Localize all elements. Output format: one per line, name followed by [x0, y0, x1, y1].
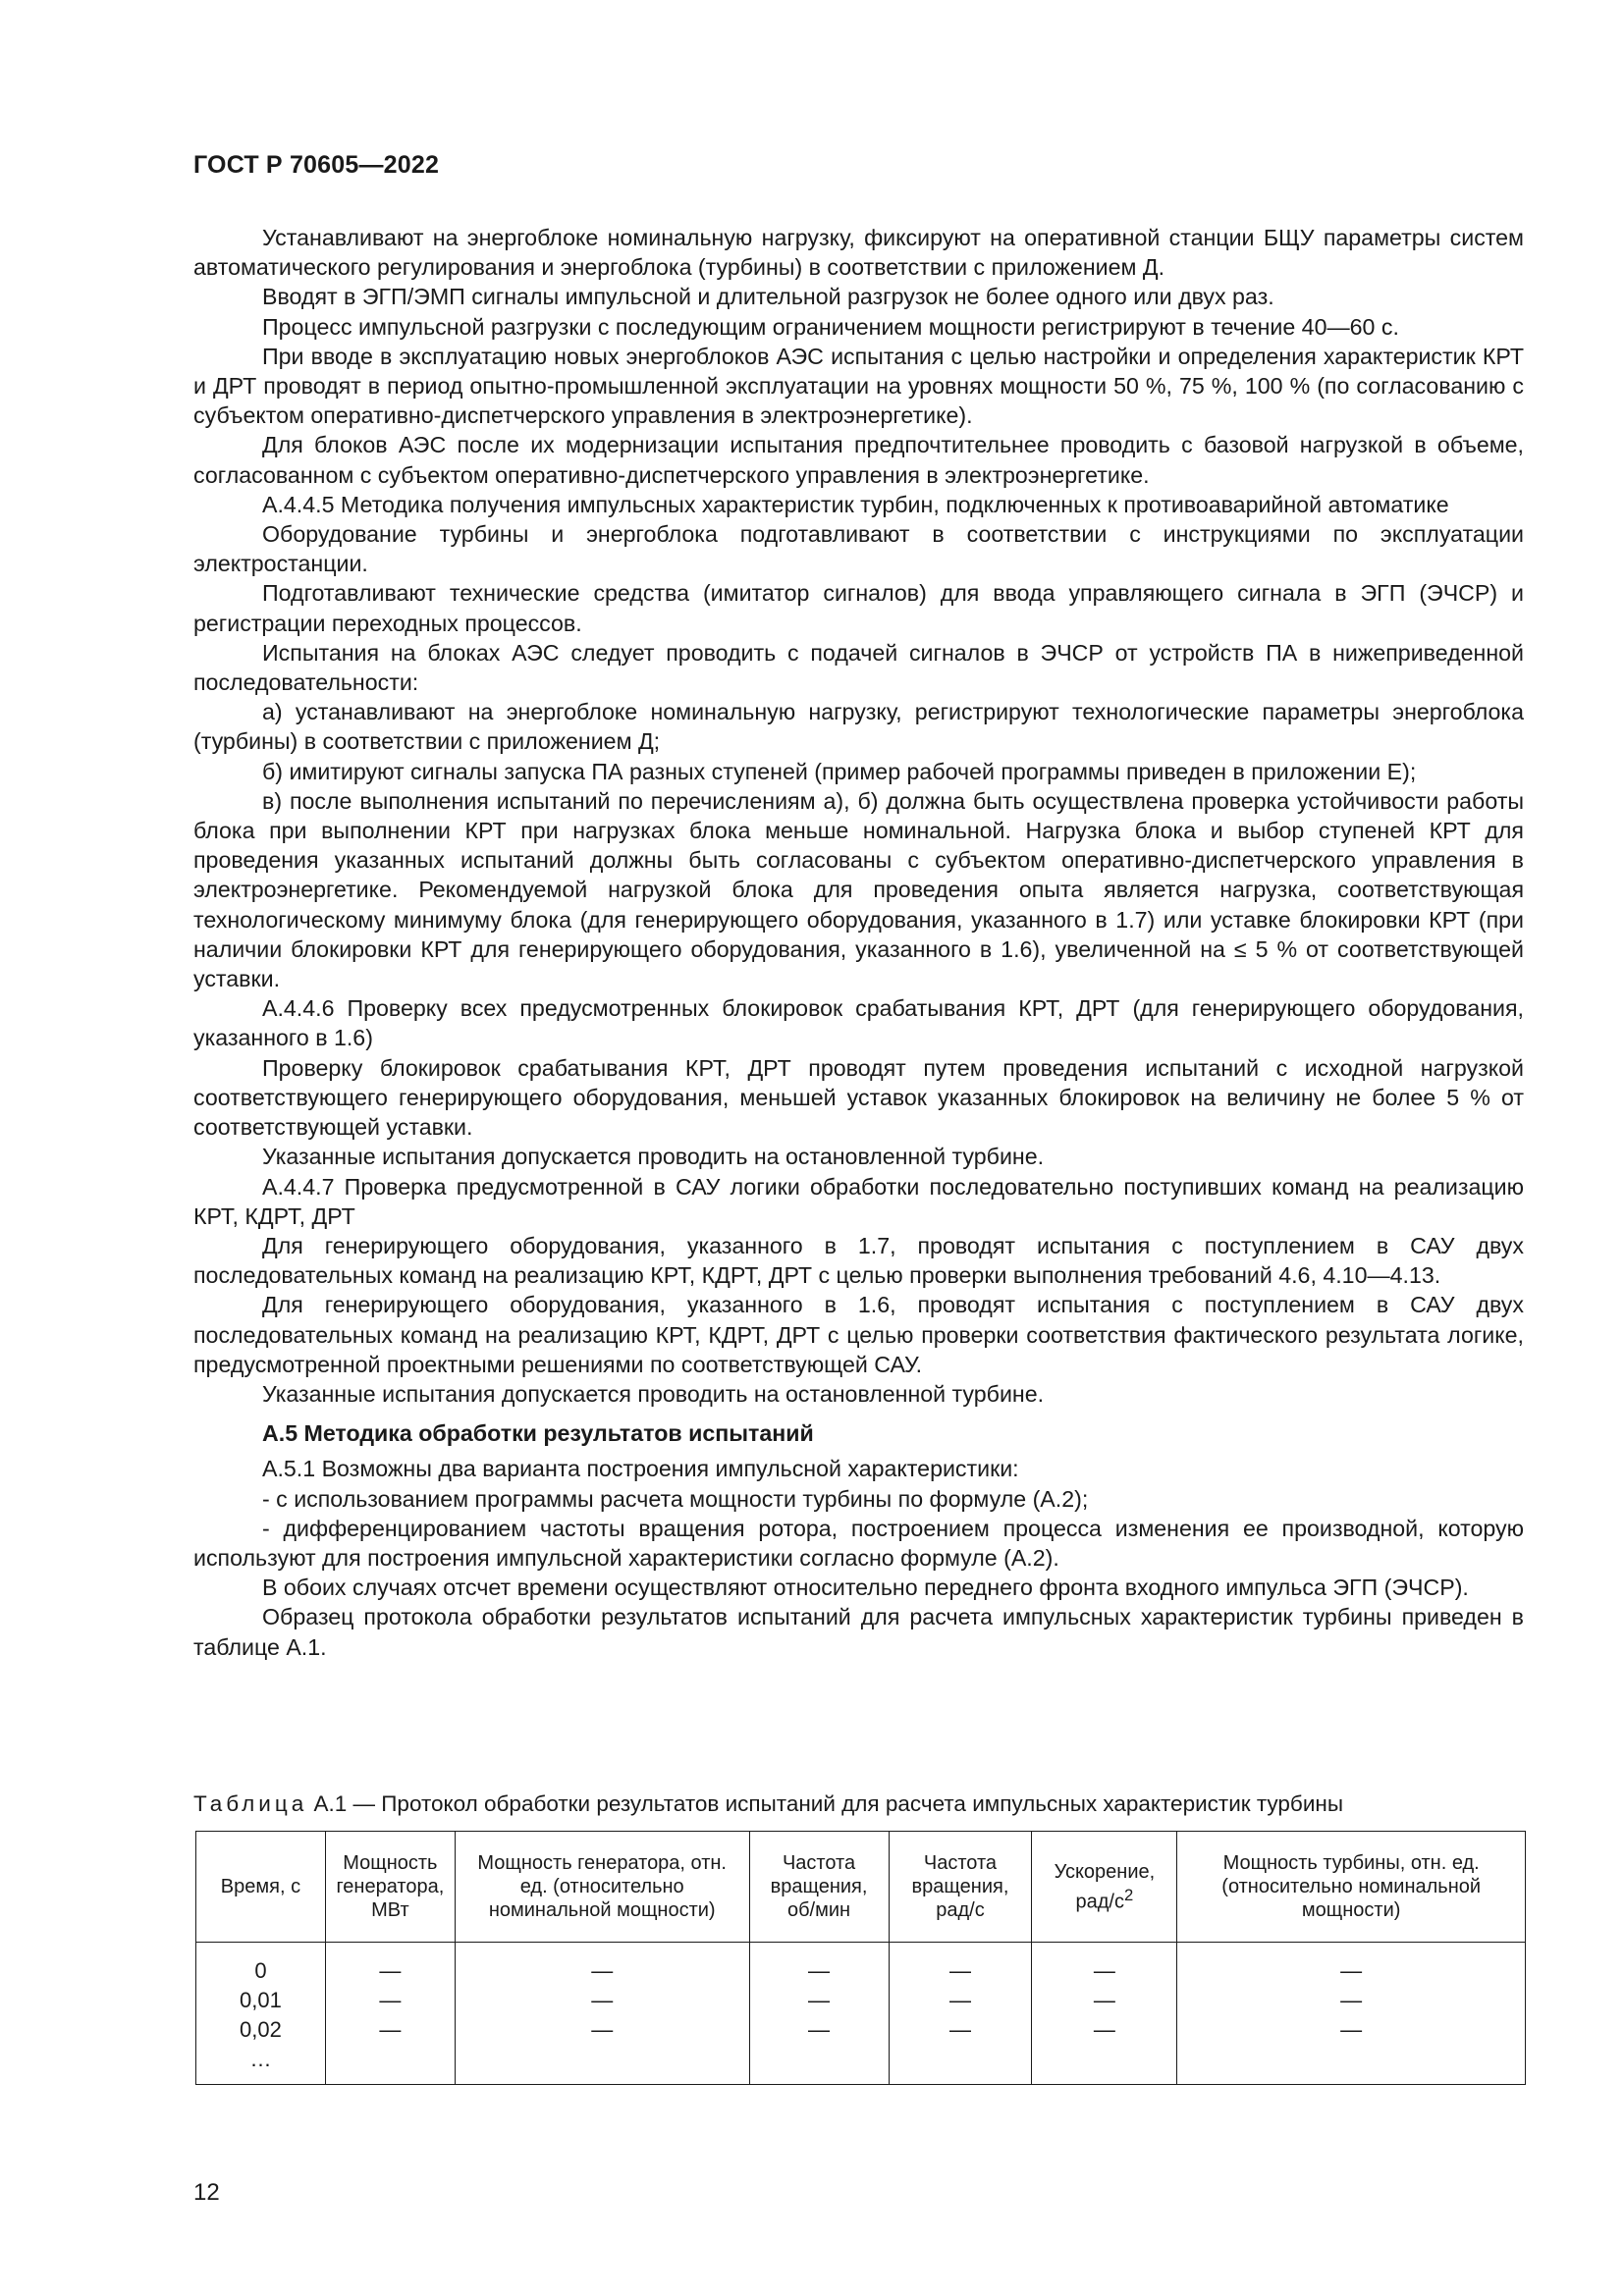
- paragraph: Указанные испытания допускается проводить на остановленной турбине.: [262, 1380, 1045, 1407]
- time-value: 0: [254, 1958, 267, 1983]
- list-item: в) после выполнения испытаний по перечислениям а), б) должна быть осуществлена проверка устойчивости работы блока при выполнении КРТ при нагрузках блока меньше номинальной. Нагрузка блока и выбор ступеней КРТ для проведения указанных испытаний должны быть согласованы с субъектом оперативно-диспетчерского управления в электроэнергетике. Рекомендуемой нагрузкой блока для проведения опыта является нагрузка, соответствующая технологическому минимуму блока (для генерирующего оборудования, указанного в 1.7) или уставке блокировки КРТ (при наличии блокировки КРТ для генерирующего оборудования, указанного в 1.6), увеличенной на ≤ 5 % от соответствующей уставки.: [193, 787, 1524, 992]
- dash-value: —: [591, 1988, 614, 2012]
- paragraph: Процесс импульсной разгрузки с последующим ограничением мощности регистрируют в течение 40—60 с.: [262, 313, 1399, 340]
- paragraph: Устанавливают на энергоблоке номинальную нагрузку, фиксируют на оперативной станции БЩУ параметры систем автоматического регулирования и энергоблока (турбины) в соответствии с приложением Д.: [193, 225, 1524, 281]
- paragraph: Оборудование турбины и энергоблока подготавливают в соответствии с инструкциями по эксплуатации электростанции.: [193, 521, 1524, 577]
- dash-value: —: [1093, 1988, 1115, 2012]
- dash-value: —: [379, 1988, 402, 2012]
- table-header-row: [196, 1832, 1526, 1943]
- header-acceleration: [1032, 1832, 1177, 1943]
- list-item: - с использованием программы расчета мощности турбины по формуле (А.2);: [262, 1485, 1089, 1512]
- dash-value: —: [948, 1958, 971, 1983]
- dash-value: —: [948, 1988, 971, 2012]
- time-value: …: [249, 2047, 272, 2071]
- speed-rpm-cell: [749, 1943, 889, 2085]
- table-caption-text: А.1 — Протокол обработки результатов испытаний для расчета импульсных характеристик турбины: [307, 1791, 1343, 1816]
- dash-value: —: [1340, 2017, 1363, 2042]
- paragraph: Указанные испытания допускается проводить на остановленной турбине.: [262, 1144, 1045, 1170]
- header-gen-power-mw: Мощность генератора, МВт: [325, 1832, 455, 1943]
- dash-value: —: [591, 1958, 614, 1983]
- page-number: 12: [193, 2179, 220, 2206]
- dash-value: —: [1093, 2017, 1115, 2042]
- paragraph: В обоих случаях отсчет времени осуществляют относительно переднего фронта входного импульса ЭГП (ЭЧСР).: [262, 1575, 1469, 1601]
- dash-value: —: [1340, 1958, 1363, 1983]
- dash-value: —: [808, 1958, 831, 1983]
- paragraph: Проверку блокировок срабатывания КРТ, ДРТ проводят путем проведения испытаний с исходной нагрузкой соответствующего генерирующего оборудования, меньшей уставок указанных блокировок на величину не более 5 % от соответствующей уставки.: [193, 1054, 1524, 1141]
- table-row: [196, 1943, 1526, 2085]
- results-table: [195, 1831, 1526, 2085]
- paragraph: При вводе в эксплуатацию новых энергоблоков АЭС испытания с целью настройки и определения характеристик КРТ и ДРТ проводят в период опытно-промышленной эксплуатации на уровнях мощности 50 %, 75 %, 100 % (по согласованию с субъектом оперативно-диспетчерского управления в электроэнергетике).: [193, 343, 1524, 429]
- list-item: - дифференцированием частоты вращения ротора, построением процесса изменения ее производной, которую используют для построения импульсной характеристики согласно формуле (А.2).: [193, 1515, 1524, 1571]
- dash-value: —: [808, 1988, 831, 2012]
- turbine-power-rel-cell: [1177, 1943, 1526, 2085]
- gen-power-mw-cell: [325, 1943, 455, 2085]
- header-time: Время, с: [196, 1832, 326, 1943]
- dash-value: —: [1340, 1988, 1363, 2012]
- header-acceleration-exponent: 2: [1124, 1885, 1134, 1904]
- dash-value: —: [1093, 1958, 1115, 1983]
- time-value: 0,01: [240, 1988, 282, 2012]
- header-speed-rpm: Частота вращения, об/мин: [749, 1832, 889, 1943]
- table-caption-prefix: Таблица: [193, 1791, 308, 1816]
- dash-value: —: [948, 2017, 971, 2042]
- header-acceleration-label: Ускорение, рад/с: [1054, 1860, 1156, 1913]
- paragraph: Подготавливают технические средства (имитатор сигналов) для ввода управляющего сигнала в ЭГП (ЭЧСР) и регистрации переходных процессов.: [193, 580, 1524, 636]
- time-cell: [196, 1943, 326, 2085]
- header-gen-power-rel: Мощность генератора, отн. ед. (относительно номинальной мощности): [455, 1832, 749, 1943]
- paragraph: Испытания на блоках АЭС следует проводить с подачей сигналов в ЭЧСР от устройств ПА в нижеприведенной последовательности:: [193, 639, 1524, 696]
- paragraph: Для блоков АЭС после их модернизации испытания предпочтительнее проводить с базовой нагрузкой в объеме, согласованном с субъектом оперативно-диспетчерского управления в электроэнергетике.: [193, 432, 1524, 488]
- list-item: а) устанавливают на энергоблоке номинальную нагрузку, регистрируют технологические параметры энергоблока (турбины) в соответствии с приложением Д;: [193, 699, 1524, 755]
- document-header: ГОСТ Р 70605—2022: [193, 151, 440, 179]
- gen-power-rel-cell: [455, 1943, 749, 2085]
- paragraph: Для генерирующего оборудования, указанного в 1.6, проводят испытания с поступлением в САУ двух последовательных команд на реализацию КРТ, КДРТ, ДРТ с целью проверки соответствия фактического результата логике, предусмотренной проектными решениями по соответствующей САУ.: [193, 1292, 1524, 1377]
- dash-value: —: [808, 2017, 831, 2042]
- acceleration-cell: [1032, 1943, 1177, 2085]
- subsection-heading: А.4.4.6 Проверку всех предусмотренных блокировок срабатывания КРТ, ДРТ (для генерирующего оборудования, указанного в 1.6): [193, 995, 1524, 1051]
- paragraph: А.5.1 Возможны два варианта построения импульсной характеристики:: [262, 1456, 1019, 1482]
- section-title: А.5 Методика обработки результатов испытаний: [262, 1420, 814, 1447]
- paragraph: Для генерирующего оборудования, указанного в 1.7, проводят испытания с поступлением в САУ двух последовательных команд на реализацию КРТ, КДРТ, ДРТ с целью проверки выполнения требований 4.6, 4.10—4.13.: [193, 1232, 1524, 1289]
- list-item: б) имитируют сигналы запуска ПА разных ступеней (пример рабочей программы приведен в приложении Е);: [262, 758, 1417, 784]
- paragraph: Вводят в ЭГП/ЭМП сигналы импульсной и длительной разгрузок не более одного или двух раз.: [262, 284, 1274, 310]
- speed-rad-cell: [889, 1943, 1032, 2085]
- time-value: 0,02: [240, 2017, 282, 2042]
- subsection-heading: А.4.4.5 Методика получения импульсных характеристик турбин, подключенных к противоаварийной автоматике: [262, 491, 1449, 517]
- dash-value: —: [379, 1958, 402, 1983]
- dash-value: —: [379, 2017, 402, 2042]
- header-speed-rad: Частота вращения, рад/с: [889, 1832, 1032, 1943]
- dash-value: —: [591, 2017, 614, 2042]
- table-caption: [193, 1791, 1343, 1817]
- document-body: [193, 223, 1524, 1662]
- header-turbine-power-rel: Мощность турбины, отн. ед. (относительно номинальной мощности): [1177, 1832, 1526, 1943]
- paragraph: Образец протокола обработки результатов испытаний для расчета импульсных характеристик турбины приведен в таблице А.1.: [193, 1604, 1524, 1660]
- subsection-heading: А.4.4.7 Проверка предусмотренной в САУ логики обработки последовательно поступивших команд на реализацию КРТ, КДРТ, ДРТ: [193, 1173, 1524, 1229]
